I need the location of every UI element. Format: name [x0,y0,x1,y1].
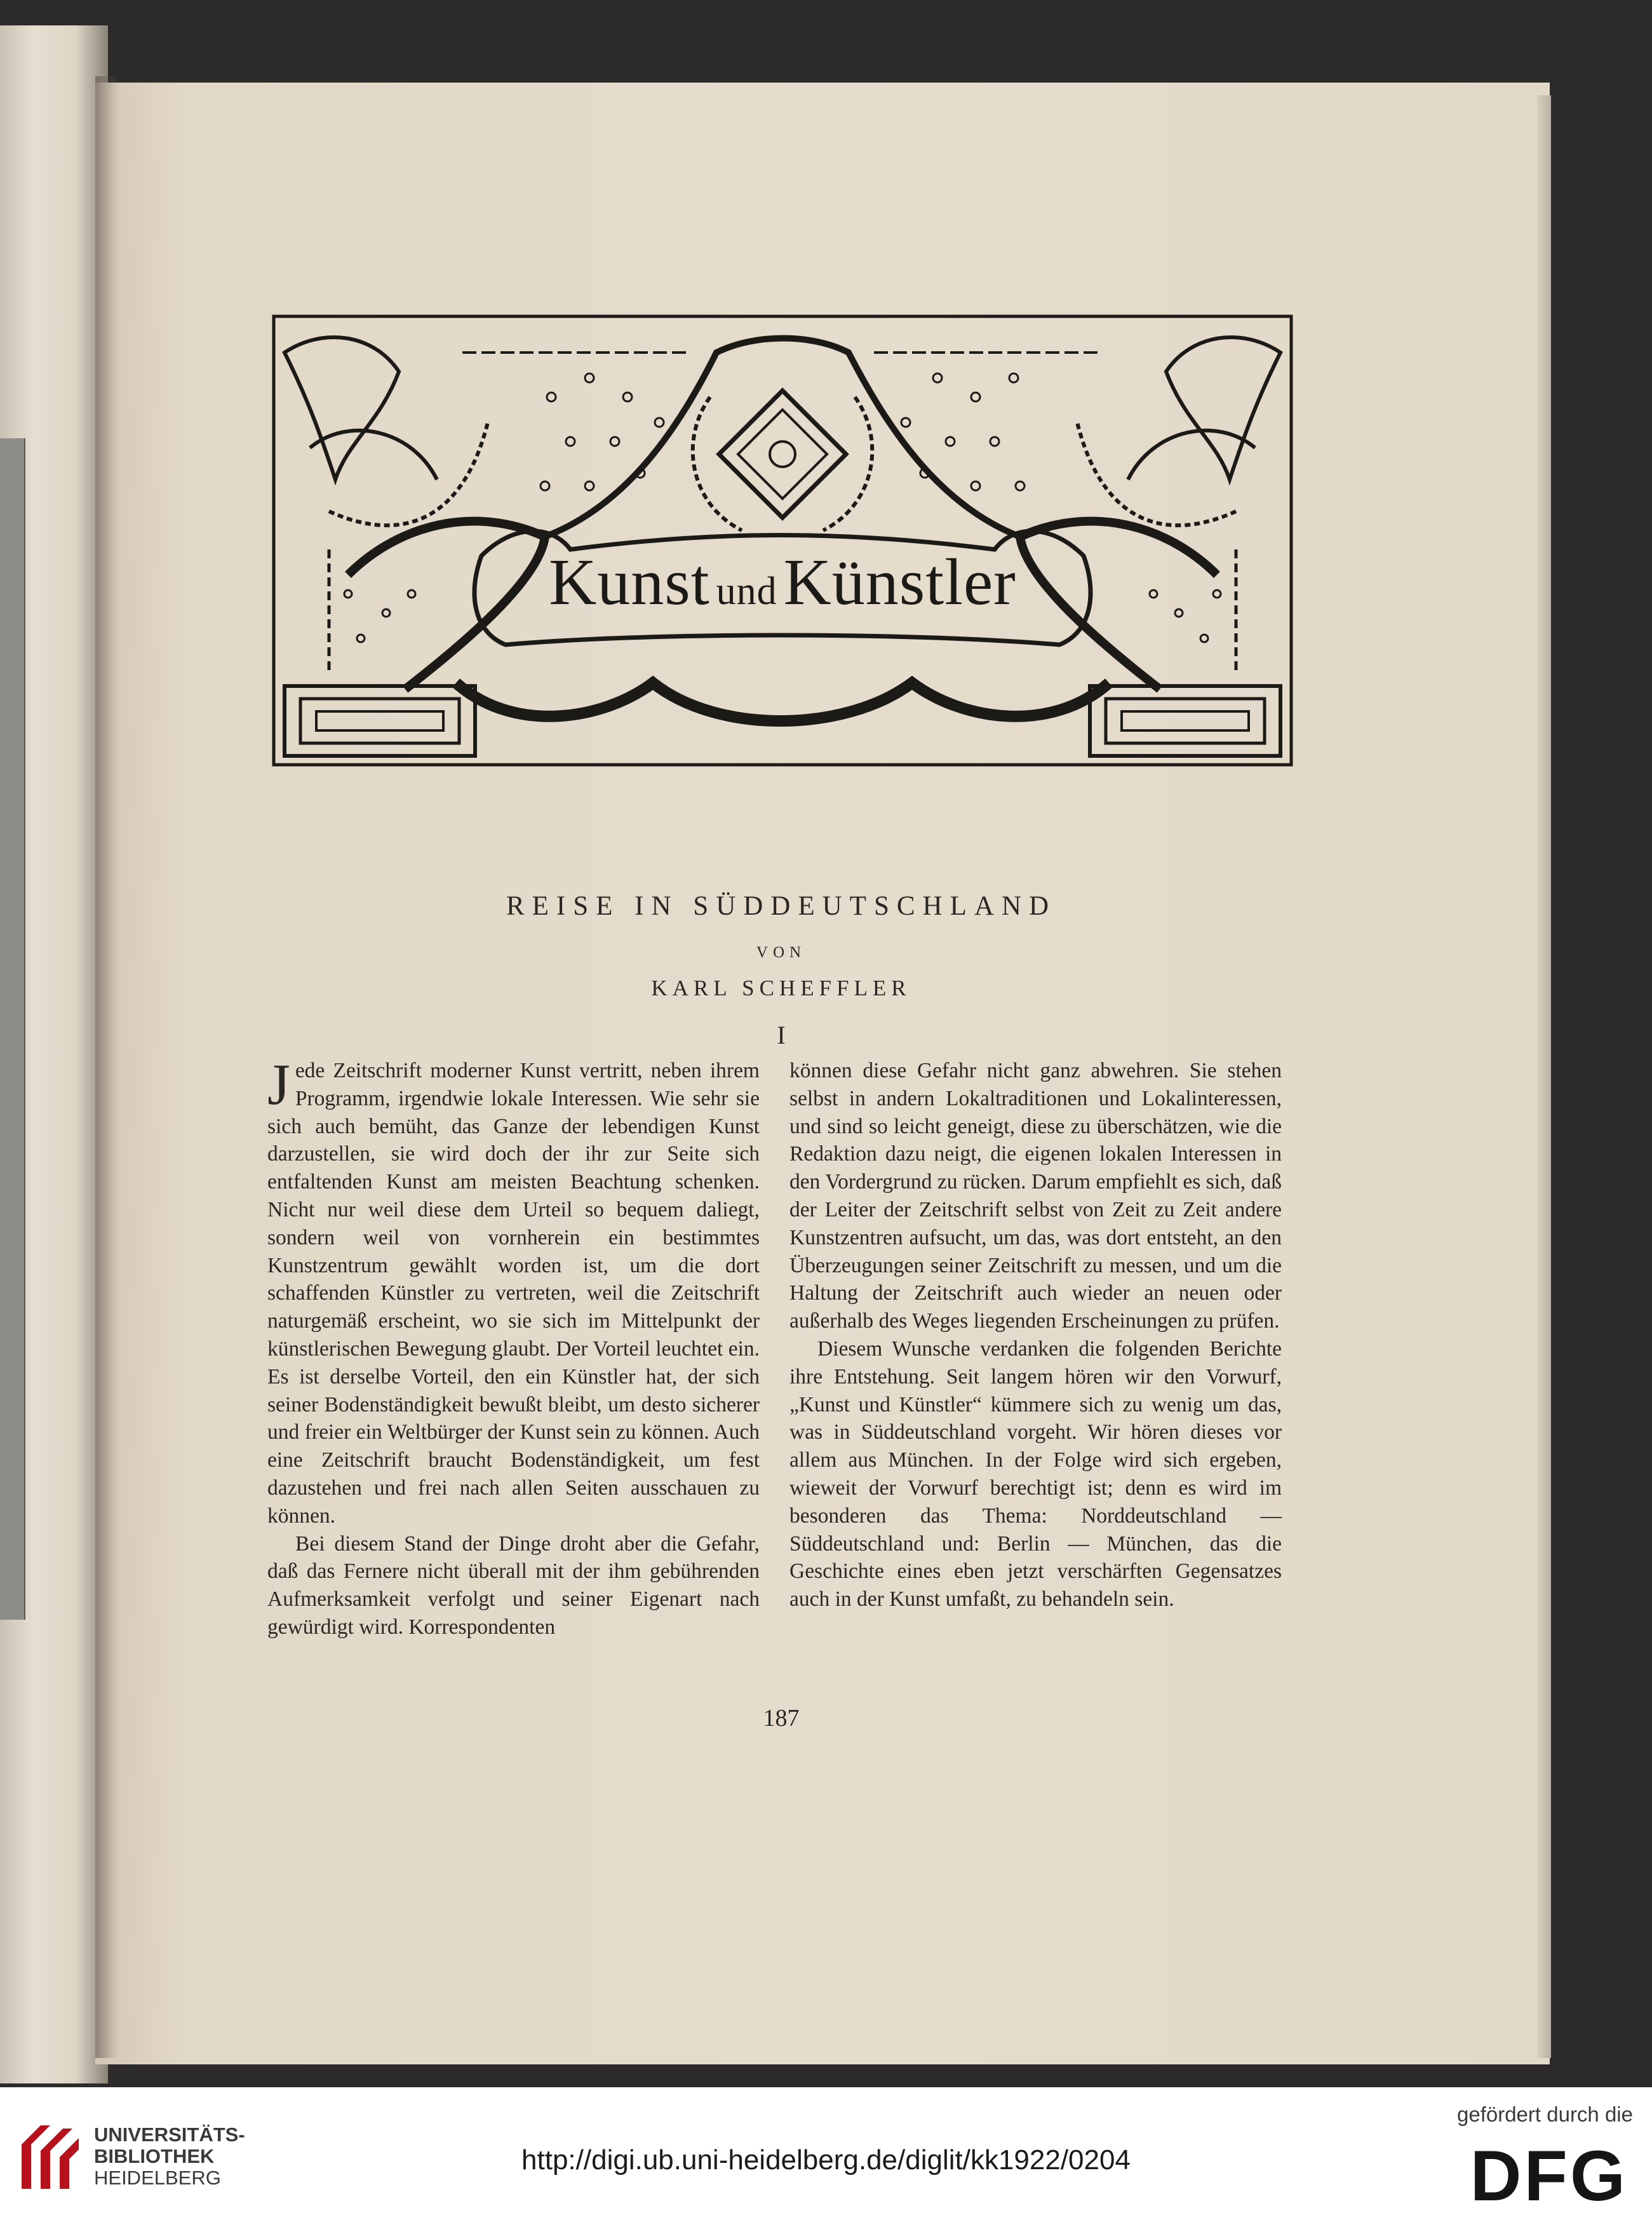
paragraph-text: ede Zeitschrift moderner Kunst vertritt, neben ihrem Programm, irgendwie lokale Interessen. Wie sehr sie sich auch bemüht, das Ganze der lebendigen Kunst darzustellen, sie wird doch der ihr zur Seite sich entfaltenden Kunst am meisten Beachtung schenken. Nicht nur weil diese dem Urteil so bequem daliegt, sondern weil von vornherein ein bestimmtes Kunstzentrum gewählt worden ist, um die dort schaffenden Künstler zu vertreten, weil die Zeitschrift naturgemäß erscheint, wo sie sich im Mittelpunkt der künstlerischen Bewegung glaubt. Der Vorteil leuchtet ein. Es ist derselbe Vorteil, den ein Künstler hat, der sich seiner Bodenständigkeit bewußt bleibt, um desto sicherer und freier ein Weltbürger der Kunst sein zu können. Auch eine Zeitschrift braucht Bodenständigkeit, um fest dazustehen und frei nach allen Seiten ausschauen zu können. [267,1059,760,1528]
article-author: KARL SCHEFFLER [651,976,911,1000]
article-title: REISE IN SÜDDEUTSCHLAND [506,891,1057,921]
paragraph: Diesem Wunsche verdanken die folgenden Berichte ihre Entstehung. Seit langem hören wir den Vorwurf, „Kunst und Künstler“ kümmere sich zu wenig um das, was in Süddeutschland vorgeht. Wir hören dieses vor allem aus München. In der Folge wird sich ergeben, wieweit der Vorwurf berechtigt ist; denn es wird im besonderen das Thema: Norddeutschland — Süddeutschland und: Berlin — München, das die Geschichte eines eben jetzt verschärften Gegensatzes auch in der Kunst umfaßt, zu behandeln sein. [789,1336,1282,1611]
journal-title [272,544,1293,620]
ornament-drawing [272,314,1293,767]
institution-line: UNIVERSITÄTS- [94,2123,245,2146]
text-column-left [267,1052,760,1641]
drop-cap: J [267,1052,290,1117]
paragraph: können diese Gefahr nicht ganz abwehren. Sie stehen selbst in andern Lokaltraditionen und Lokalinteressen, und sind so leicht geneigt, diese zu überschätzen, wie die Redaktion dazu neigt, die eigenen lokalen Interessen in den Vordergrund zu rücken. Darum empfiehlt es sich, daß der Leiter der Zeitschrift selbst von Zeit zu Zeit andere Kunstzentren aufsucht, um das, was dort entsteht, an den Überzeugungen seiner Zeitschrift zu messen, und um die Haltung der Zeitschrift auch wieder an neuen oder außerhalb des Weges liegenden Erscheinungen zu prüfen. [789,1059,1282,1333]
title-part-kunst: Kunst [549,546,710,619]
institution-line: BIBLIOTHEK [94,2145,215,2167]
dfg-logo: DFG [1470,2136,1628,2216]
funder-label: gefördert durch die [1456,2102,1633,2126]
facing-plate-edge [0,438,25,1620]
section-number: I [777,1021,786,1049]
institution-line: HEIDELBERG [94,2167,221,2189]
paragraph [267,1052,760,1530]
ornamental-headpiece [272,314,1293,767]
page-right-edge [1537,95,1551,2058]
title-part-und: und [716,570,777,613]
permalink-url[interactable]: http://digi.ub.uni-heidelberg.de/diglit/kk1922/0204 [521,2144,1131,2176]
book-gutter-shadow [95,76,121,2058]
footer-bar [0,2087,1652,2220]
article-byline-von: VON [756,944,807,961]
paragraph: Bei diesem Stand der Dinge droht aber die Gefahr, daß das Fernere nicht überall mit der ihm gebührenden Aufmerksamkeit verfolgt und seiner Eigenart nach gewürdigt wird. Korrespondenten [267,1531,760,1639]
title-part-kuenstler: Künstler [783,546,1016,619]
text-column-right [789,1057,1282,1613]
page-number: 187 [763,1705,800,1732]
